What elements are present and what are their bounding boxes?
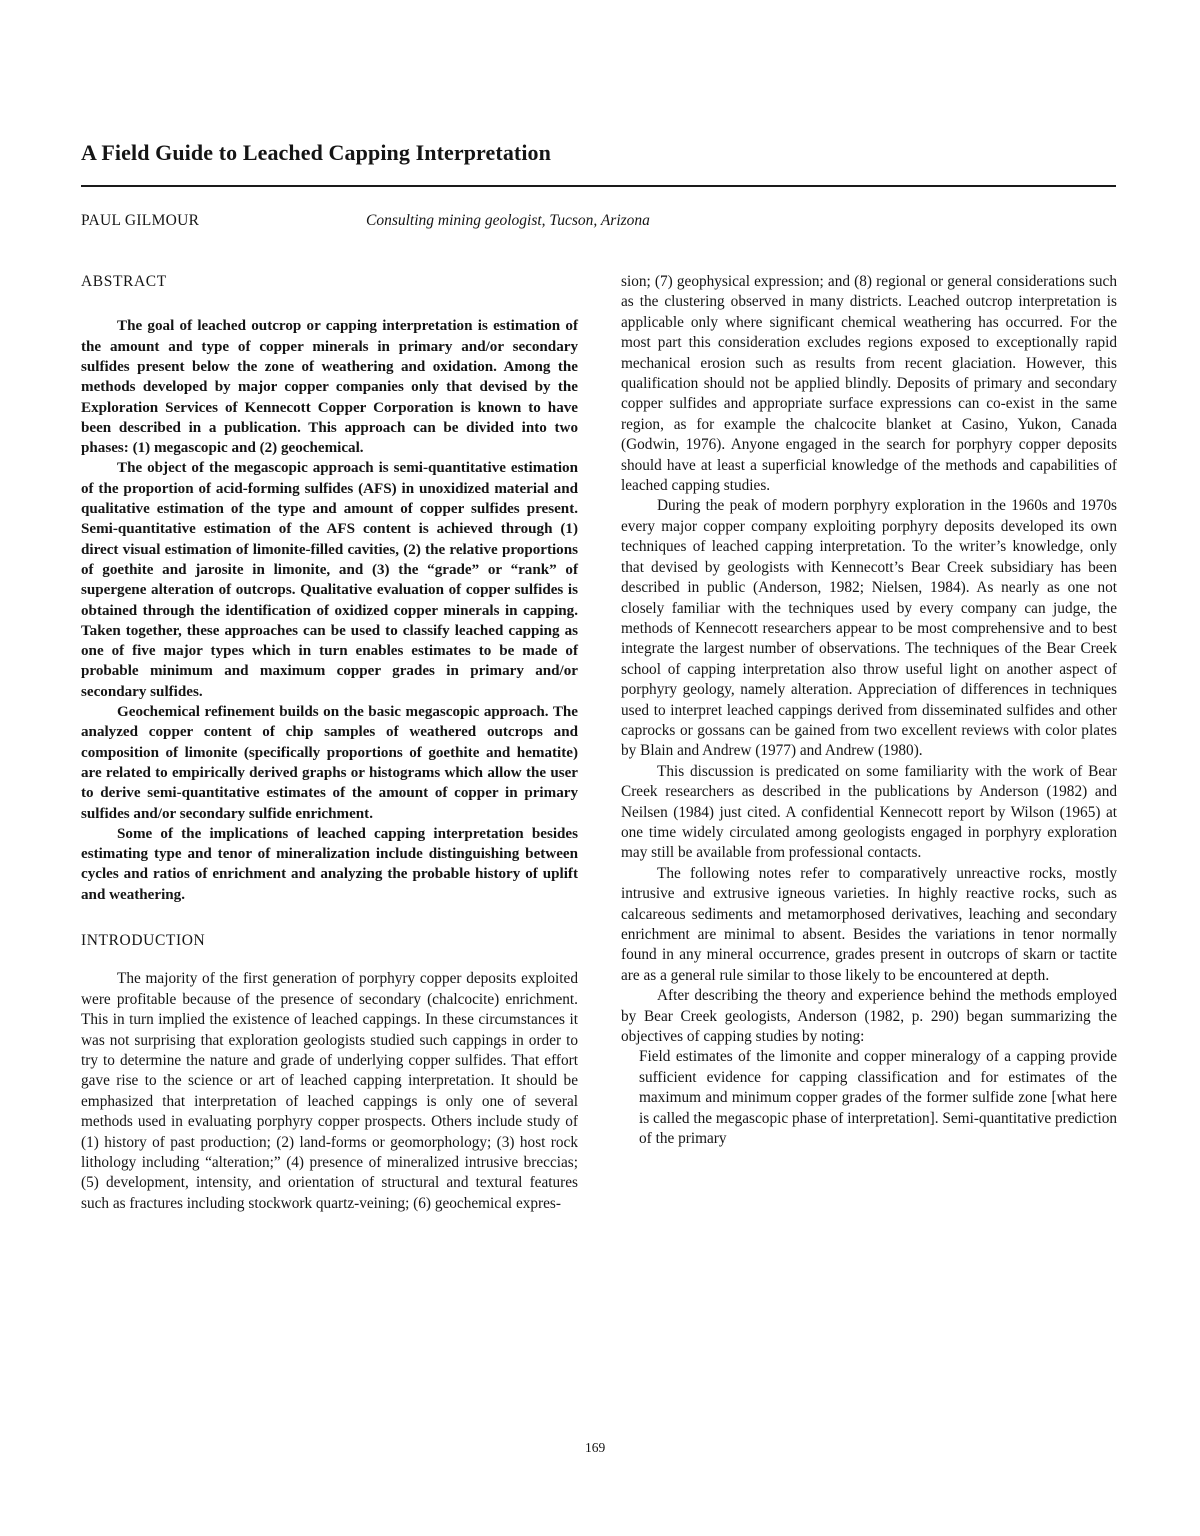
abstract-heading: ABSTRACT — [81, 273, 167, 290]
block-quote: Field estimates of the limonite and copper mineralogy of a capping provide sufficient evidence for capping classification and for estimates of the maximum and minimum copper grades of the former sulfide zone [what here is called the megascopic phase of interpretation]. Semi-quantitative prediction of the primary — [639, 1048, 1117, 1148]
abstract-paragraph: Geochemical refinement builds on the basic megascopic approach. The analyzed copper content of chip samples of weathered outcrops and composition of limonite (specifically proportions of goethite and hematite) are related to empirically derived graphs or histograms which allow the user to derive semi-quantitative estimates of the amount of copper in primary sulfides and/or secondary sulfide enrichment. — [81, 704, 578, 822]
abstract-paragraph: Some of the implications of leached capping interpretation besides estimating type and tenor of mineralization include distinguishing between cycles and ratios of enrichment and analyzing the probable history of uplift and weathering. — [81, 825, 578, 903]
abstract-paragraph: The goal of leached outcrop or capping interpretation is estimation of the amount and type of copper minerals in primary and/or secondary sulfides present below the zone of weathering and oxidation. Among the methods developed by major copper companies only that devised by the Exploration Services of Kennecott Copper Corporation is known to have been described in a publication. This approach can be divided into two phases: (1) megascopic and (2) geochemical. — [81, 318, 578, 457]
body-paragraph: This discussion is predicated on some familiarity with the work of Bear Creek researchers as described in the publications by Anderson (1982) and Neilsen (1984) just cited. A confidential Kennecott report by Wilson (1965) at one time widely circulated among geologists engaged in porphyry exploration may still be available from professional contacts. — [621, 762, 1117, 862]
body-paragraph: The following notes refer to comparatively unreactive rocks, mostly intrusive and extrusive igneous varieties. In highly reactive rocks, such as calcareous sediments and metamorphosed derivatives, leaching and secondary enrichment are minimal to absent. Besides the variations in tenor normally found in any mineral occurrence, grades present in outcrops of skarn or tactite are as a general rule similar to those likely to be encountered at depth. — [621, 864, 1117, 984]
body-paragraph: During the peak of modern porphyry exploration in the 1960s and 1970s every major copper company exploiting porphyry deposits developed its own techniques of leached capping interpretation. To the writer’s knowledge, only that devised by geologists with Kennecott’s Bear Creek subsidiary has been described in public (Anderson, 1982; Nielsen, 1984). As nearly as one not closely familiar with the techniques used by every company can judge, the methods of Kennecott researchers appear to be most comprehensive and to best integrate the largest number of observations. The techniques of the Bear Creek school of capping interpretation also throw useful light on another aspect of porphyry geology, namely alteration. Appreciation of differences in techniques used to interpret leached cappings derived from disseminated sulfides and other caprocks or gossans can be gained from two excellent reviews with color plates by Blain and Andrew (1977) and Andrew (1980). — [621, 497, 1117, 760]
abstract-section — [81, 316, 578, 905]
introduction-heading: INTRODUCTION — [81, 932, 206, 950]
title-rule — [81, 185, 1116, 187]
left-column — [81, 272, 578, 1214]
paper-title: A Field Guide to Leached Capping Interpretation — [81, 140, 551, 165]
body-paragraph-continued: sion; (7) geophysical expression; and (8) regional or general considerations such as the clustering observed in many districts. Leached outcrop interpretation is applicable only where significant chemical weathering has occurred. For the most part this consideration excludes regions exposed to exceptionally rapid mechanical erosion such as results from recent glaciation. However, this qualification should not be applied blindly. Deposits of primary and secondary copper sulfides and appropriate surface expressions can co-exist in the same region, as for example the chalcocite blanket at Casino, Yukon, Canada (Godwin, 1976). Anyone engaged in the search for porphyry copper deposits should have at least a superficial knowledge of the methods and capabilities of leached capping studies. — [621, 273, 1117, 495]
author-name: PAUL GILMOUR — [81, 212, 200, 229]
page-number: 169 — [585, 1440, 606, 1455]
body-paragraph: The majority of the first generation of porphyry copper deposits exploited were profitable because of the presence of secondary (chalcocite) enrichment. This in turn implied the existence of leached cappings. In these circumstances it was not surprising that exploration geologists studied such cappings in order to try to determine the nature and grade of underlying copper sulfides. That effort gave rise to the science or art of leached capping interpretation. It should be emphasized that interpretation of leached cappings is only one of several methods used in evaluating porphyry copper prospects. Others include study of (1) history of past production; (2) land-forms or geomorphology; (3) host rock lithology including “alteration;” (4) presence of mineralized intrusive breccias; (5) development, intensity, and orientation of structural and textural features such as fractures including stockwork quartz-veining; (6) geochemical expres- — [81, 970, 578, 1212]
abstract-paragraph: The object of the megascopic approach is semi-quantitative estimation of the proportion of acid-forming sulfides (AFS) in unoxidized material and qualitative estimation of the type and amount of copper sulfides present. Semi-quantitative estimation of the AFS content is achieved through (1) direct visual estimation of limonite-filled cavities, (2) the relative proportions of goethite and jarosite in limonite, and (3) the “grade” or “rank” of supergene alteration of outcrops. Qualitative evaluation of copper sulfides is obtained through the identification of oxidized copper minerals in capping. Taken together, these approaches can be used to classify leached capping as one of five major types which in turn enables estimates to be made of probable minimum and maximum copper grades in primary and/or secondary sulfides. — [81, 460, 578, 700]
author-affiliation: Consulting mining geologist, Tucson, Arizona — [366, 212, 650, 229]
right-column — [621, 272, 1117, 1149]
body-paragraph: After describing the theory and experience behind the methods employed by Bear Creek geologists, Anderson (1982, p. 290) began summarizing the objectives of capping studies by noting: — [621, 987, 1117, 1046]
